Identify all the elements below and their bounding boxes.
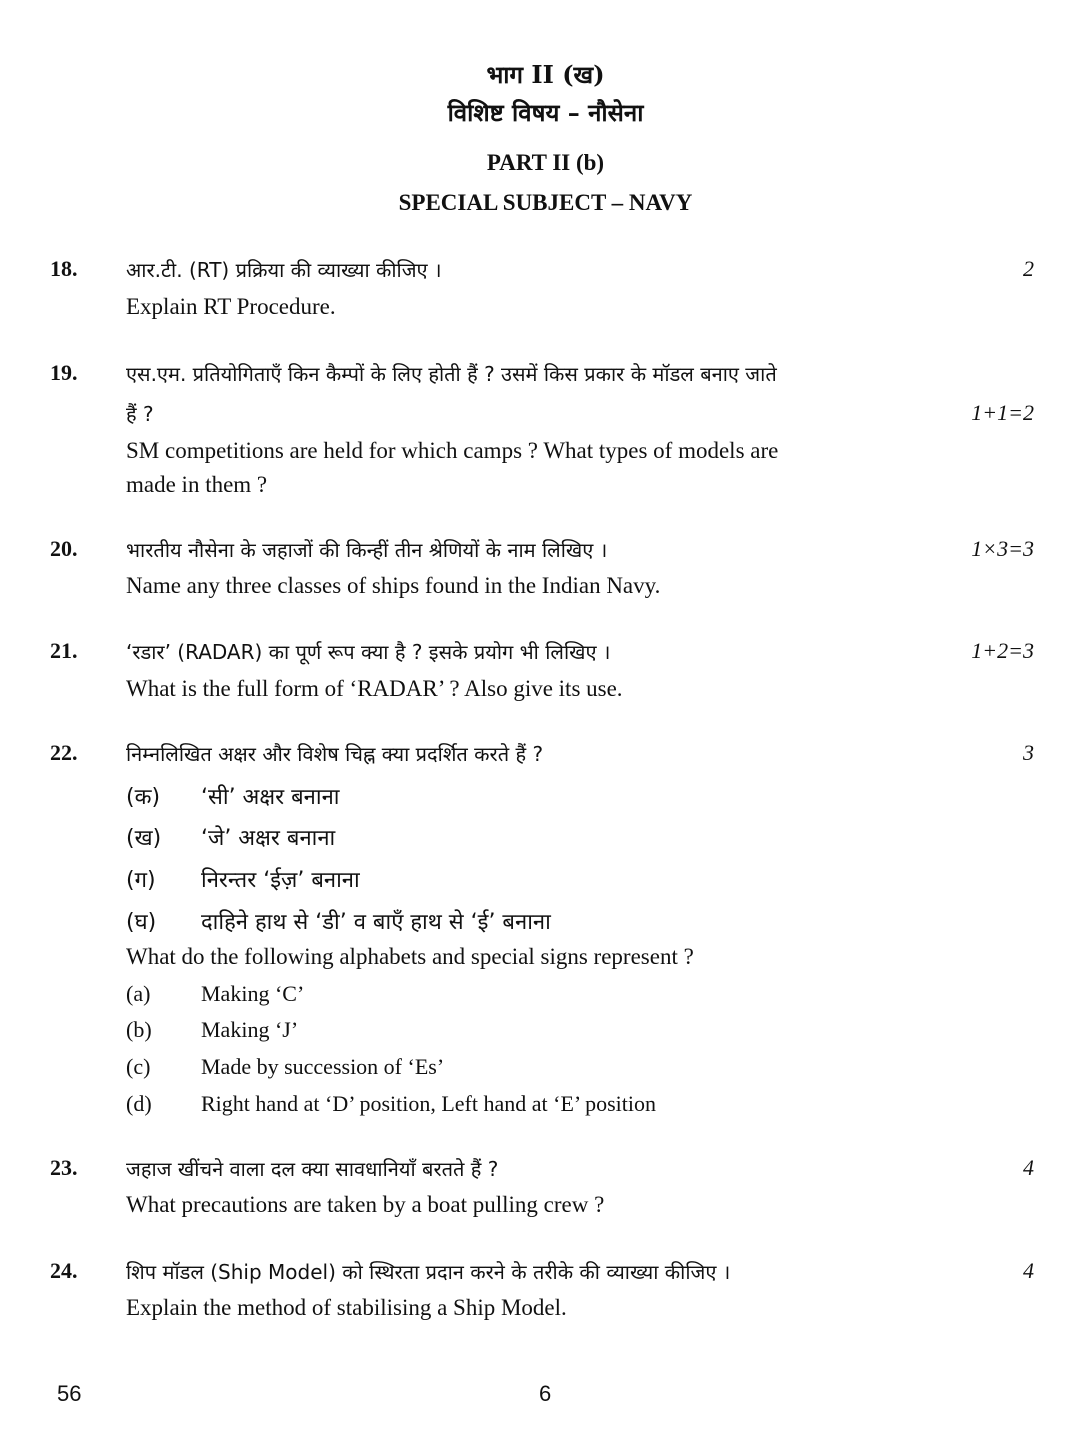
option-label-hindi: (घ): [126, 910, 157, 935]
option-text-english: Made by succession of ‘Es’: [201, 1054, 445, 1079]
question-text-hindi-line1: एस.एम. प्रतियोगिताएँ किन कैम्पों के लिए होती हैं ? उसमें किस प्रकार के मॉडल बनाए जाते: [126, 362, 777, 386]
question-text-hindi: ‘रडार’ (RADAR) का पूर्ण रूप क्या है ? इसके प्रयोग भी लिखिए ।: [126, 640, 611, 664]
question-number: 24.: [50, 1258, 78, 1283]
question-text-english: Explain the method of stabilising a Ship Model.: [126, 1295, 567, 1320]
question-number: 22.: [50, 740, 78, 765]
question-text-english-line1: SM competitions are held for which camps ? What types of models are: [126, 438, 779, 463]
option-label-hindi: (क): [126, 785, 161, 810]
question-number: 20.: [50, 536, 78, 561]
question-marks: 3: [1023, 740, 1034, 765]
question-text-hindi: निम्नलिखित अक्षर और विशेष चिह्न क्या प्रदर्शित करते हैं ?: [126, 742, 544, 766]
question-marks: 2: [1023, 256, 1034, 281]
question-text-english: Explain RT Procedure.: [126, 294, 336, 319]
question-marks: 4: [1023, 1155, 1034, 1180]
option-text-english: Making ‘C’: [201, 981, 305, 1006]
question-number: 18.: [50, 256, 78, 281]
question-marks: 1+2=3: [971, 638, 1034, 663]
option-label-hindi: (ख): [126, 826, 162, 851]
option-label-english: (d): [126, 1091, 152, 1116]
question-text-hindi-line2: हैं ?: [126, 402, 154, 426]
option-label-english: (b): [126, 1017, 152, 1042]
option-text-hindi: ‘सी’ अक्षर बनाना: [201, 785, 340, 810]
english-subject-heading: SPECIAL SUBJECT – NAVY: [398, 190, 693, 215]
question-text-english: What is the full form of ‘RADAR’ ? Also give its use.: [126, 676, 623, 701]
paper-code: 56: [57, 1381, 82, 1406]
question-marks: 1×3=3: [971, 536, 1034, 561]
question-text-english: What precautions are taken by a boat pulling crew ?: [126, 1192, 605, 1217]
option-label-hindi: (ग): [126, 868, 156, 893]
question-text-english: What do the following alphabets and special signs represent ?: [126, 944, 694, 969]
question-number: 21.: [50, 638, 78, 663]
option-label-english: (a): [126, 981, 151, 1006]
question-text-hindi: भारतीय नौसेना के जहाजों की किन्हीं तीन श्रेणियों के नाम लिखिए ।: [126, 538, 608, 562]
hindi-part-heading: भाग II (ख): [486, 60, 605, 89]
question-text-hindi: जहाज खींचने वाला दल क्या सावधानियाँ बरतते हैं ?: [126, 1157, 499, 1181]
question-marks: 4: [1023, 1258, 1034, 1283]
page-number: 6: [539, 1381, 552, 1406]
question-text-english-line2: made in them ?: [126, 472, 268, 497]
question-text-english: Name any three classes of ships found in the Indian Navy.: [126, 573, 661, 598]
question-text-hindi: शिप मॉडल (Ship Model) को स्थिरता प्रदान करने के तरीके की व्याख्या कीजिए ।: [126, 1260, 731, 1284]
option-text-hindi: ‘जे’ अक्षर बनाना: [201, 826, 336, 851]
option-text-hindi: निरन्तर ‘ईज़’ बनाना: [201, 868, 360, 893]
question-marks: 1+1=2: [971, 400, 1034, 425]
question-number: 23.: [50, 1155, 78, 1180]
hindi-subject-heading: विशिष्ट विषय – नौसेना: [447, 98, 644, 127]
option-text-english: Making ‘J’: [201, 1017, 299, 1042]
option-text-hindi: दाहिने हाथ से ‘डी’ व बाएँ हाथ से ‘ई’ बनाना: [201, 910, 551, 935]
question-number: 19.: [50, 360, 78, 385]
english-part-heading: PART II (b): [486, 150, 605, 175]
question-text-hindi: आर.टी. (RT) प्रक्रिया की व्याख्या कीजिए ।: [126, 258, 442, 282]
option-text-english: Right hand at ‘D’ position, Left hand at ‘E’ position: [201, 1091, 656, 1116]
option-label-english: (c): [126, 1054, 151, 1079]
